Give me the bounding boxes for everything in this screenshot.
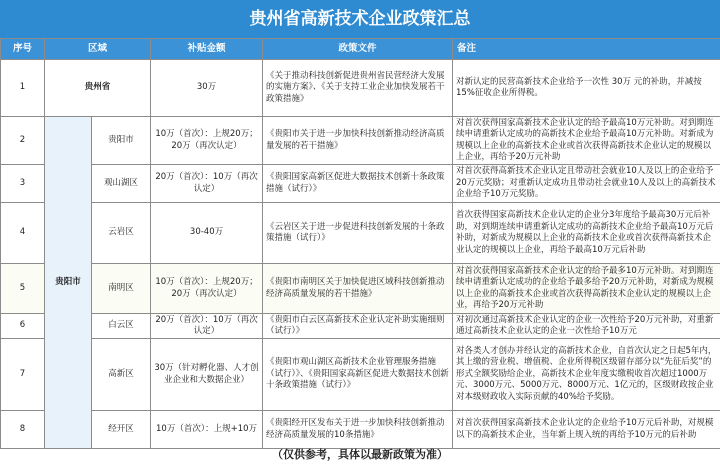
- row-region: 贵州省: [45, 60, 151, 117]
- row-seq: 5: [1, 264, 45, 314]
- table-row: [1, 117, 720, 165]
- row-policy: 《贵阳市关于进一步加快科技创新推动经济高质量发展的若干措施》: [263, 117, 453, 165]
- row-amount: 30万: [151, 60, 263, 117]
- row-amount: 20万（首次）：10万（再次认定）: [151, 314, 263, 339]
- row-note: 对首次获得高新技术企业认定且带动社会就业10人及以上的企业给予20万元奖励；对重新认定成功且带动社会就业10人及以上的高新技术企业给予10万元奖励。: [453, 165, 720, 203]
- row-district: 云岩区: [92, 203, 151, 264]
- header-note: 备注: [453, 39, 720, 60]
- row-seq: 8: [1, 411, 45, 449]
- row-district: 观山湖区: [92, 165, 151, 203]
- table-row: [1, 60, 720, 117]
- row-policy: 《贵阳国家高新区促进大数据技术创新十条政策措施（试行）》: [263, 165, 453, 203]
- page-title: 贵州省高新技术企业政策汇总: [0, 0, 720, 38]
- table-header-row: [1, 39, 720, 60]
- policy-table: [0, 38, 720, 449]
- row-policy: 《关于推动科技创新促进贵州省民营经济大发展的实施方案》、《关于支持工业企业加快发展若干政策措施》: [263, 60, 453, 117]
- row-amount: 30万（针对孵化器、人才创业企业和大数据企业）: [151, 339, 263, 411]
- row-amount: 10万（首次）：上规+10万: [151, 411, 263, 449]
- disclaimer-footer: （仅供参考，具体以最新政策为准）: [272, 448, 448, 461]
- row-district: 高新区: [92, 339, 151, 411]
- row-note: 对各类人才创办并经认定的高新技术企业，自首次认定之日起5年内，其上缴的营业税、增值税、企业所得税区级留存部分以“先征后奖”的形式全额奖励给企业，高新技术企业年度实缴税收首次超过1000万元、3000万元、5000万元、8000万元、1亿元的，区级财政按企业对本级财政收入实际贡献的40%给予奖励。: [453, 339, 720, 411]
- table-row: [1, 339, 720, 411]
- row-seq: 7: [1, 339, 45, 411]
- row-seq: 2: [1, 117, 45, 165]
- header-region: 区域: [45, 39, 151, 60]
- row-policy: 《贵阳市南明区关于加快促进区域科技创新推动经济高质量发展的若干措施》: [263, 264, 453, 314]
- row-policy: 《贵阳经开区发布关于进一步加快科技创新推动经济高质量发展的10条措施》: [263, 411, 453, 449]
- header-amount: 补贴金额: [151, 39, 263, 60]
- row-district: 贵阳市: [92, 117, 151, 165]
- row-amount: 20万（首次）：10万（再次认定）: [151, 165, 263, 203]
- table-row: [1, 203, 720, 264]
- row-amount: 30-40万: [151, 203, 263, 264]
- row-note: 对初次通过高新技术企业认定的企业一次性给予20万元补助，对重新通过高新技术企业认定的企业一次性给予10万元: [453, 314, 720, 339]
- row-amount: 10万（首次）：上规20万；20万（再次认定）: [151, 264, 263, 314]
- row-amount: 10万（首次）：上规20万；20万（再次认定）: [151, 117, 263, 165]
- city-cell: 贵阳市: [45, 117, 92, 449]
- row-seq: 4: [1, 203, 45, 264]
- row-policy: 《贵阳市白云区高新技术企业认定补助实施细则（试行）》: [263, 314, 453, 339]
- header-seq: 序号: [1, 39, 45, 60]
- row-seq: 1: [1, 60, 45, 117]
- row-policy: 《贵阳市观山湖区高新技术企业管理服务措施（试行）》、《贵阳国家高新区促进大数据技术创新十条政策措施（试行）》: [263, 339, 453, 411]
- row-district: 经开区: [92, 411, 151, 449]
- row-seq: 3: [1, 165, 45, 203]
- row-district: 南明区: [92, 264, 151, 314]
- row-policy: 《云岩区关于进一步促进科技创新发展的十条政策措施（试行）》: [263, 203, 453, 264]
- row-note: 对首次获得国家高新技术企业认定的给予最高10万元补助。对到期连续申请重新认定成功的高新技术企业给予最高10万元补助。对新成为规模以上企业的高新技术企业或首次获得高新技术企业认定的规模以上企业，再给予20万元补助: [453, 117, 720, 165]
- table-row: [1, 264, 720, 314]
- row-note: 对新认定的民营高新技术企业给予一次性 30万 元的补助，并减按15%征收企业所得税。: [453, 60, 720, 117]
- row-note: 首次获得国家高新技术企业认定的企业分3年度给予最高30万元后补助，对到期连续申请重新认定成功的高新技术企业给予最高10万元后补助，对新成为规模以上企业的高新技术企业或首次获得高新技术企业认定的规模以上企业，再给予最高10万元后补助: [453, 203, 720, 264]
- header-policy: 政策文件: [263, 39, 453, 60]
- row-seq: 6: [1, 314, 45, 339]
- row-district: 白云区: [92, 314, 151, 339]
- row-note: 对首次获得国家高新技术企业认定的给予最多10万元补助。对到期连续申请重新认定成功的企业给予最多给予20万元补助，对新成为规模以上企业的高新技术企业或首次获得高新技术企业认定的规模以上企业，再给予20万元补助: [453, 264, 720, 314]
- table-row: [1, 314, 720, 339]
- table-row: [1, 165, 720, 203]
- row-note: 对首次获得国家高新技术企业认定的企业给予10万元后补助，对规模以下的高新技术企业，当年新上规入统的再给予10万元的后补助: [453, 411, 720, 449]
